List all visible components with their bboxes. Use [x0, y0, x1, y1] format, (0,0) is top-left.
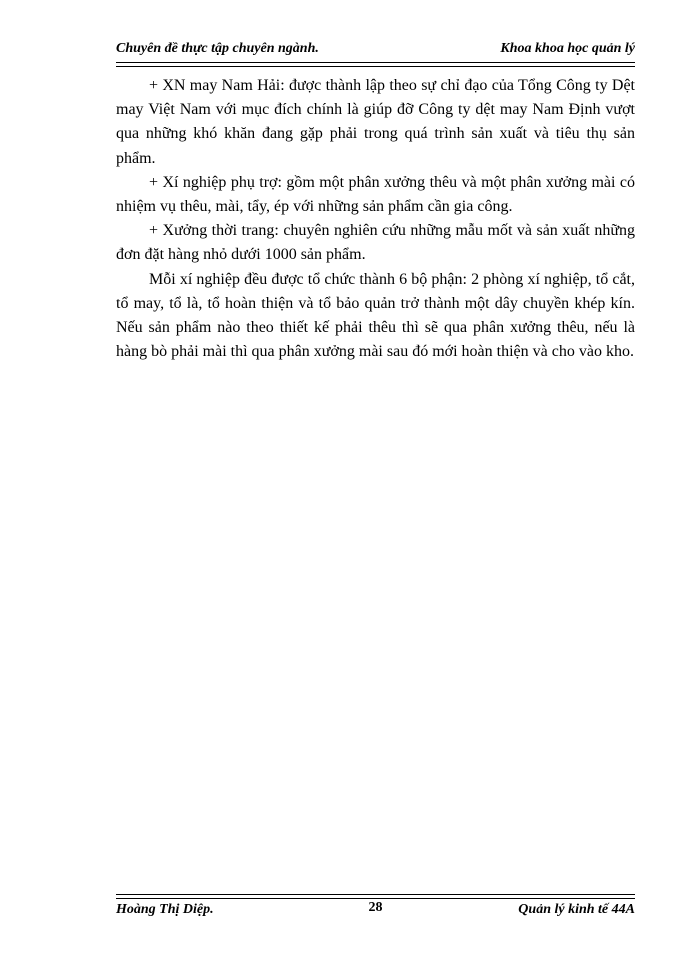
page-footer [116, 898, 635, 922]
header-right-text: Khoa khoa học quản lý [500, 41, 635, 56]
document-body [116, 74, 635, 364]
paragraph: + XN may Nam Hải: được thành lập theo sự chỉ đạo của Tổng Công ty Dệt may Việt Nam với mục đích chính là giúp đỡ Công ty dệt may Nam Định vượt qua những khó khăn đang gặp phải trong quá trình sản xuất và tiêu thụ sản phẩm. [116, 77, 635, 167]
page-header [116, 38, 635, 62]
paragraph: + Xí nghiệp phụ trợ: gồm một phân xưởng thêu và một phân xưởng mài có nhiệm vụ thêu, mài, tẩy, ép với những sản phẩm cần gia công. [116, 173, 635, 216]
page-number: 28 [368, 900, 383, 915]
footer-class: Quản lý kinh tế 44A [518, 902, 635, 917]
paragraph: Mỗi xí nghiệp đều được tổ chức thành 6 bộ phận: 2 phòng xí nghiệp, tổ cắt, tổ may, tổ là, tổ hoàn thiện và tổ bảo quản trở thành một dây chuyền khép kín. Nếu sản phẩm nào theo thiết kế phải thêu thì sẽ qua phân xưởng thêu, nếu là hàng bò phải mài thì qua phân xưởng mài sau đó mới hoàn thiện và cho vào kho. [116, 270, 635, 361]
header-rule [116, 62, 635, 67]
paragraph: + Xưởng thời trang: chuyên nghiên cứu những mẫu mốt và sản xuất những đơn đặt hàng nhỏ dưới 1000 sản phẩm. [116, 222, 635, 264]
header-left-text: Chuyên đề thực tập chuyên ngành. [116, 41, 319, 56]
footer-author: Hoàng Thị Diệp. [116, 902, 214, 917]
